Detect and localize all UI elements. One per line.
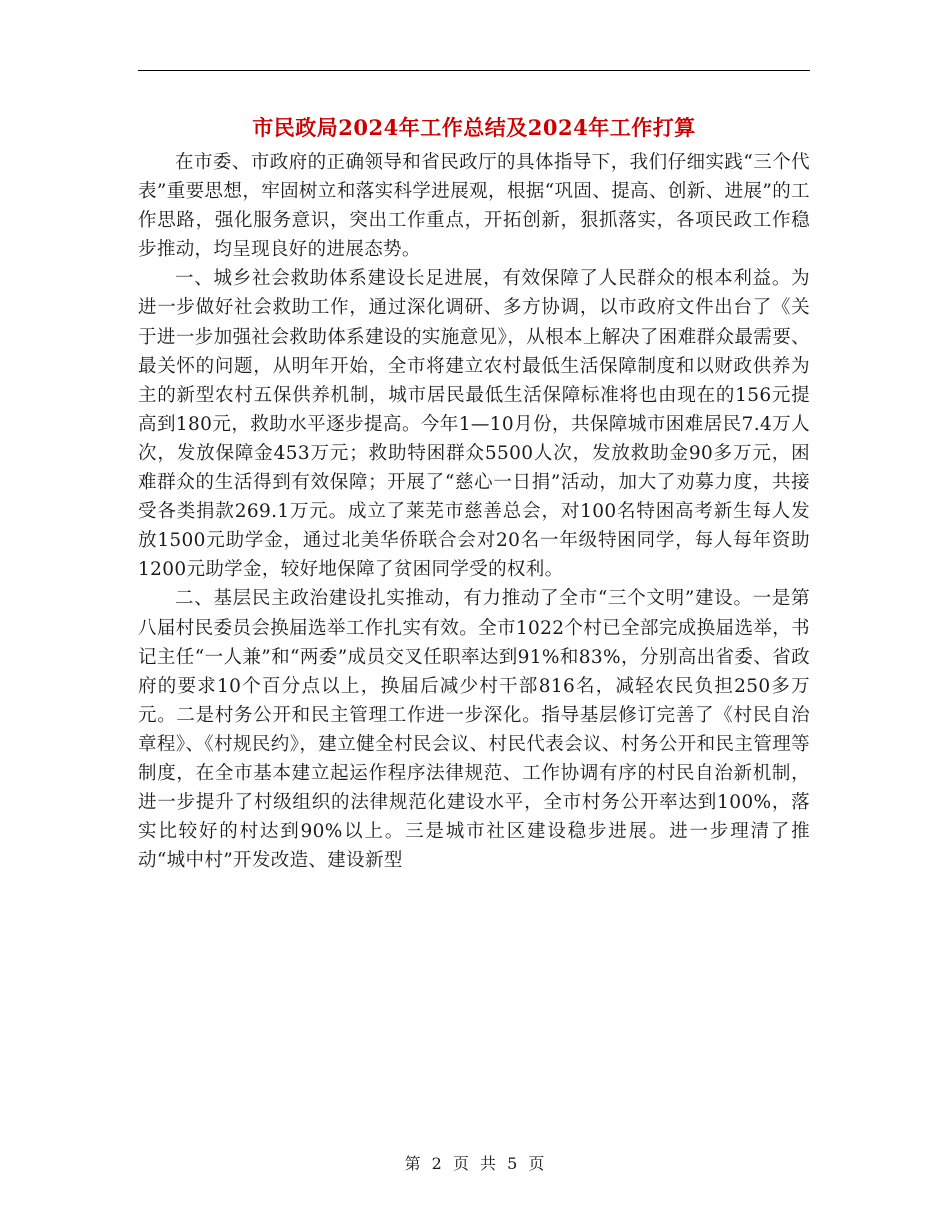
paragraph-grassroots-democracy: 二、基层民主政治建设扎实推动，有力推动了全市“三个文明”建设。一是第八届村民委员会换届选举工作扎实有效。全市1022个村已全部完成换届选举，书记主任“一人兼”和“两委”成员交叉任职率达到91%和83%，分别高出省委、省政府的要求10个百分点以上，换届后减少村干部816名，减轻农民负担250多万元。二是村务公开和民主管理工作进一步深化。指导基层修订完善了《村民自治章程》、《村规民约》，建立健全村民会议、村民代表会议、村务公开和民主管理等制度，在全市基本建立起运作程序法律规范、工作协调有序的村民自治新机制，进一步提升了村级组织的法律规范化建设水平，全市村务公开率达到100%，落实比较好的村达到90%以上。三是城市社区建设稳步进展。进一步理清了推动“城中村”开发改造、建设新型: [138, 588, 810, 872]
page-number: 第 2 页 共 5 页: [404, 1154, 546, 1173]
paragraph-social-assistance: 一、城乡社会救助体系建设长足进展，有效保障了人民群众的根本利益。为进一步做好社会救助工作，通过深化调研、多方协调，以市政府文件出台了《关于进一步加强社会救助体系建设的实施意见》，从根本上解决了困难群众最需要、最关怀的问题，从明年开始，全市将建立农村最低生活保障制度和以财政供养为主的新型农村五保供养机制，城市居民最低生活保障标准将也由现在的156元提高到180元，救助水平逐步提高。今年1—10月份，共保障城市困难居民7.4万人次，发放保障金453万元；救助特困群众5500人次，发放救助金90多万元，困难群众的生活得到有效保障；开展了“慈心一日捐”活动，加大了劝募力度，共接受各类捐款269.1万元。成立了莱芜市慈善总会，对100名特困高考新生每人发放1500元助学金，通过北美华侨联合会对20名一年级特困同学，每人每年资助1200元助学金，较好地保障了贫困同学受的权利。: [138, 268, 810, 581]
header-rule: [138, 70, 810, 71]
document-title: 市民政局2024年工作总结及2024年工作打算: [252, 115, 696, 140]
document-body: [138, 148, 810, 875]
paragraph-intro: 在市委、市政府的正确领导和省民政厅的具体指导下，我们仔细实践“三个代表”重要思想，牢固树立和落实科学进展观，根据“巩固、提高、创新、进展”的工作思路，强化服务意识，突出工作重点，开拓创新，狠抓落实，各项民政工作稳步推动，均呈现良好的进展态势。: [138, 152, 810, 261]
